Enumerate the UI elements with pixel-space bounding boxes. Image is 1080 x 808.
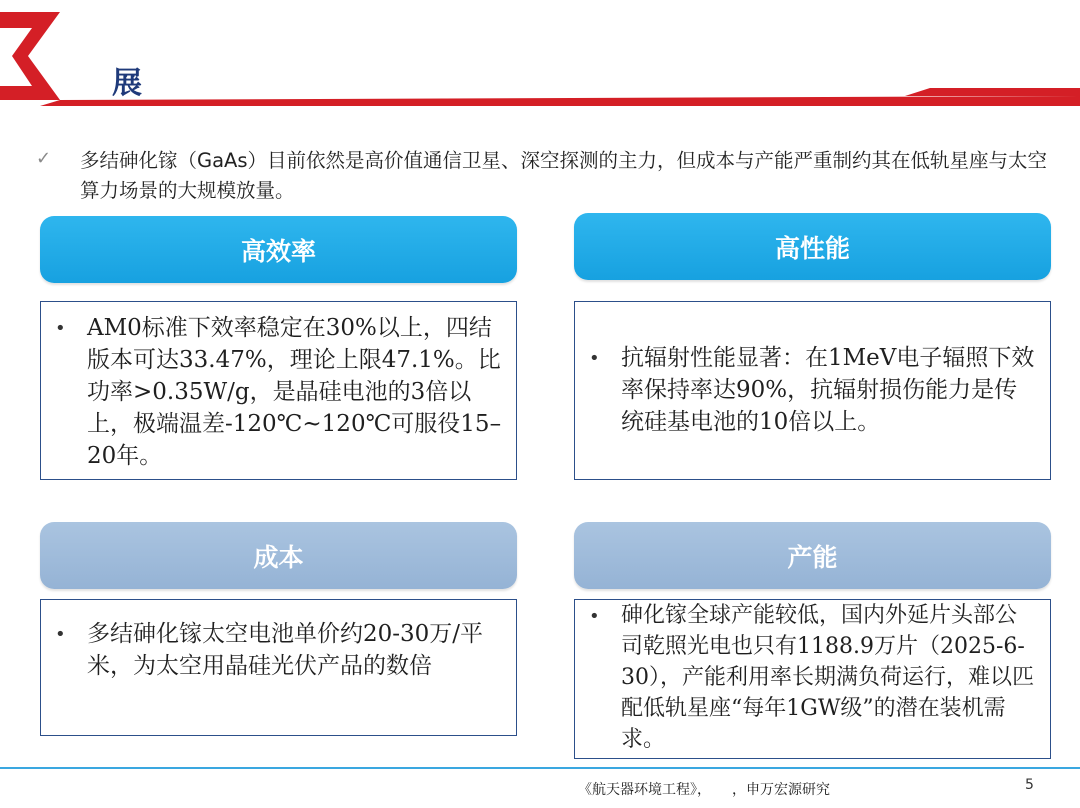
content-box-efficiency — [40, 301, 517, 480]
section-header-cost: 成本 — [40, 522, 517, 589]
red-header-bar-tail — [905, 88, 1080, 96]
section-header-capacity: 产能 — [574, 522, 1051, 589]
bullet-icon: • — [589, 606, 600, 627]
capacity-text: 砷化镓全球产能较低，国内外延片头部公司乾照光电也只有1188.9万片（2025-6-30），产能利用率长期满负荷运行，难以匹配低轨星座“每年1GW级”的潜在装机需求。 — [621, 603, 1034, 752]
intro-text: 多结砷化镓（GaAs）目前依然是高价值通信卫星、深空探测的主力，但成本与产能严重制约其在低轨星座与太空算力场景的大规模放量。 — [80, 149, 1048, 202]
bullet-icon: • — [55, 318, 66, 339]
red-header-bar — [40, 96, 1080, 106]
bullet-icon: • — [589, 348, 600, 369]
section-header-performance: 高性能 — [574, 213, 1051, 280]
efficiency-text: AM0标准下效率稳定在30%以上，四结版本可达33.47%，理论上限47.1%。比功率>0.35W/g，是晶硅电池的3倍以上，极端温差-120℃~120℃可服役15–20年。 — [87, 315, 502, 469]
content-box-performance — [574, 301, 1051, 480]
performance-text: 抗辐射性能显著：在1MeV电子辐照下效率保持率达90%，抗辐射损伤能力是传统硅基电池的10倍以上。 — [621, 345, 1035, 435]
source-citation: 《航天器环境工程》， ，申万宏源研究 — [578, 782, 830, 798]
header-decoration — [0, 0, 1080, 120]
content-box-cost — [40, 599, 517, 736]
section-header-efficiency: 高效率 — [40, 216, 517, 283]
cost-text: 多结砷化镓太空电池单价约20-30万/平米，为太空用晶硅光伏产品的数倍 — [87, 621, 484, 679]
content-box-capacity — [574, 599, 1051, 759]
page-number: 5 — [1025, 777, 1034, 793]
footer-divider — [0, 767, 1080, 769]
page-title: 展 — [112, 66, 142, 101]
bullet-icon: • — [55, 624, 66, 645]
checkmark-icon: ✓ — [36, 148, 52, 169]
